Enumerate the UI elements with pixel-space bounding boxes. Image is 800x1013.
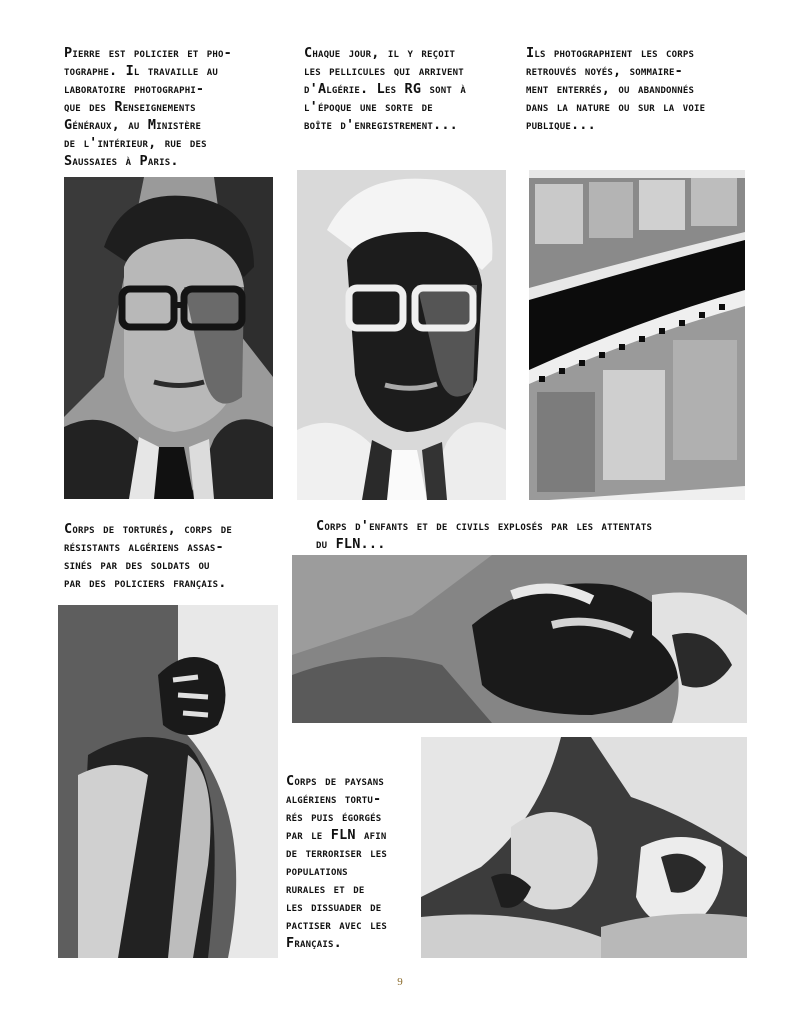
caption-children-civilians: Corps d'enfants et de civils explosés par les attentats du FLN...: [316, 518, 653, 552]
panel-portrait: [64, 177, 273, 499]
panel-negative-portrait: [297, 170, 506, 500]
panel-lying-bodies: [292, 555, 747, 723]
caption-tortured-bodies: Corps de torturés, corps de résistants algériens assas- sinés par des soldats ou par des policiers français.: [64, 521, 232, 591]
panel-slain-peasants: [421, 737, 747, 958]
caption-peasants: Corps de paysans algériens tortu- rés puis égorgés par le FLN afin de terroriser les populations rurales et de les dissuader de pactiser avec les Français.: [286, 773, 387, 951]
negative-portrait-icon: [297, 170, 506, 500]
caption-pierre: Pierre est policier et pho- tographe. Il travaille au laboratoire photographi- que des Renseignements Généraux, au Ministère de l'intérieur, rue des Saussaies à Paris.: [64, 45, 232, 169]
lying-bodies-icon: [292, 555, 747, 723]
caption-daily-films: Chaque jour, il y reçoit les pellicules qui arrivent d'Algérie. Les RG sont à l'époque une sorte de boîte d'enregistrement...: [304, 45, 466, 133]
caption-bodies-photographed: Ils photographient les corps retrouvés noyés, sommaire- ment enterrés, ou abandonnés dans la nature ou sur la voie publique...: [526, 45, 706, 133]
portrait-man-glasses-icon: [64, 177, 273, 499]
slain-peasants-icon: [421, 737, 747, 958]
tortured-body-icon: [58, 605, 278, 958]
page-number: 9: [397, 976, 403, 988]
film-strip-icon: [529, 170, 745, 500]
panel-film-strip: [529, 170, 745, 500]
panel-tortured-body: [58, 605, 278, 958]
